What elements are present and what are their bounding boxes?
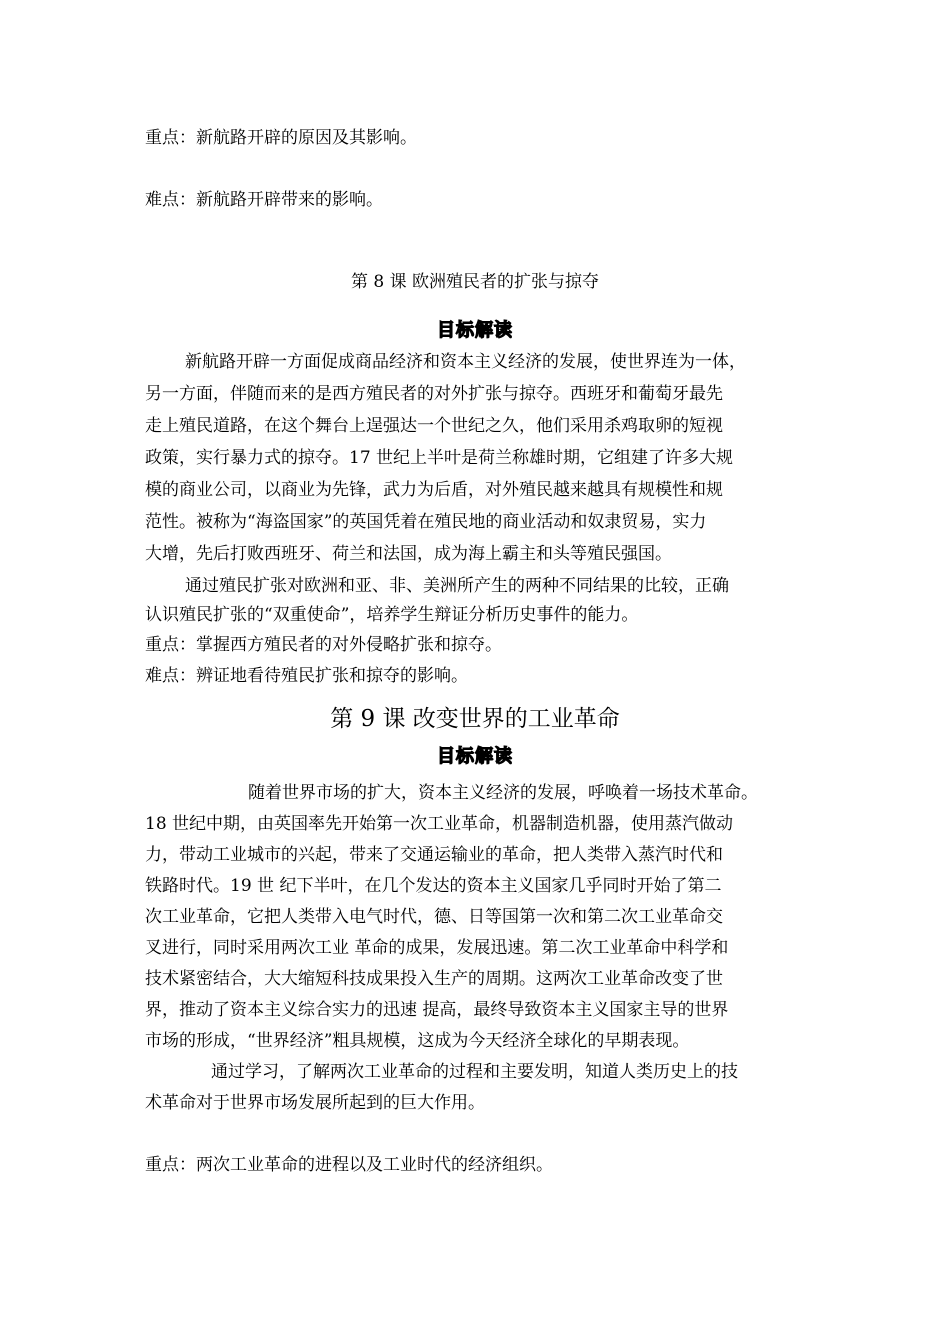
paragraph-line: 大增，先后打败西班牙、荷兰和法国，成为海上霸主和头等殖民强国。: [145, 544, 672, 564]
paragraph-line: 界，推动了资本主义综合实力的迅速 提高，最终导致资本主义国家主导的世界: [145, 1000, 729, 1020]
lesson9-key-point: 重点：两次工业革命的进程以及工业时代的经济组织。: [145, 1155, 553, 1175]
paragraph-line: 技术紧密结合，大大缩短科技成果投入生产的周期。这两次工业革命改变了世: [145, 969, 723, 989]
paragraph-line: 模的商业公司，以商业为先锋，武力为后盾，对外殖民越来越具有规模性和规: [145, 480, 723, 500]
paragraph-line: 次工业革命，它把人类带入电气时代，德、日等国第一次和第二次工业革命交: [145, 907, 723, 927]
paragraph-line: 力，带动工业城市的兴起，带来了交通运输业的革命，把人类带入蒸汽时代和: [145, 845, 723, 865]
paragraph-line: 通过学习，了解两次工业革命的过程和主要发明，知道人类历史上的技: [211, 1062, 738, 1082]
paragraph-line: 叉进行，同时采用两次工业 革命的成果，发展迅速。第二次工业革命中科学和: [145, 938, 729, 958]
paragraph-line: 另一方面，伴随而来的是西方殖民者的对外扩张与掠夺。西班牙和葡萄牙最先: [145, 384, 723, 404]
lesson8-section-heading: 目标解读: [437, 320, 513, 341]
top-difficulty: 难点：新航路开辟带来的影响。: [145, 190, 383, 210]
paragraph-line: 政策，实行暴力式的掠夺。17 世纪上半叶是荷兰称雄时期，它组建了许多大规: [145, 448, 734, 468]
paragraph-line: 18 世纪中期，由英国率先开始第一次工业革命，机器制造机器，使用蒸汽做动: [145, 814, 734, 834]
paragraph-line: 术革命对于世界市场发展所起到的巨大作用。: [145, 1093, 485, 1113]
lesson8-difficulty: 难点：辨证地看待殖民扩张和掠夺的影响。: [145, 666, 468, 686]
lesson9-section-heading: 目标解读: [437, 746, 513, 767]
lesson8-key-point: 重点：掌握西方殖民者的对外侵略扩张和掠夺。: [145, 635, 502, 655]
paragraph-line: 铁路时代。19 世 纪下半叶，在几个发达的资本主义国家几乎同时开始了第二: [145, 876, 722, 896]
paragraph-line: 新航路开辟一方面促成商品经济和资本主义经济的发展，使世界连为一体，: [185, 352, 746, 372]
paragraph-line: 走上殖民道路，在这个舞台上逞强达一个世纪之久，他们采用杀鸡取卵的短视: [145, 416, 723, 436]
paragraph-line: 随着世界市场的扩大，资本主义经济的发展，呼唤着一场技术革命。: [248, 783, 758, 803]
lesson9-title: 第 9 课 改变世界的工业革命: [330, 706, 620, 732]
paragraph-line: 通过殖民扩张对欧洲和亚、非、美洲所产生的两种不同结果的比较，正确: [185, 576, 729, 596]
top-key-point: 重点：新航路开辟的原因及其影响。: [145, 128, 417, 148]
paragraph-line: 认识殖民扩张的“双重使命”，培养学生辩证分析历史事件的能力。: [145, 605, 639, 625]
paragraph-line: 范性。被称为“海盗国家”的英国凭着在殖民地的商业活动和奴隶贸易，实力: [145, 512, 707, 532]
lesson8-title: 第 8 课 欧洲殖民者的扩张与掠夺: [350, 272, 600, 292]
paragraph-line: 市场的形成，“世界经济”粗具规模，这成为今天经济全球化的早期表现。: [145, 1031, 690, 1051]
